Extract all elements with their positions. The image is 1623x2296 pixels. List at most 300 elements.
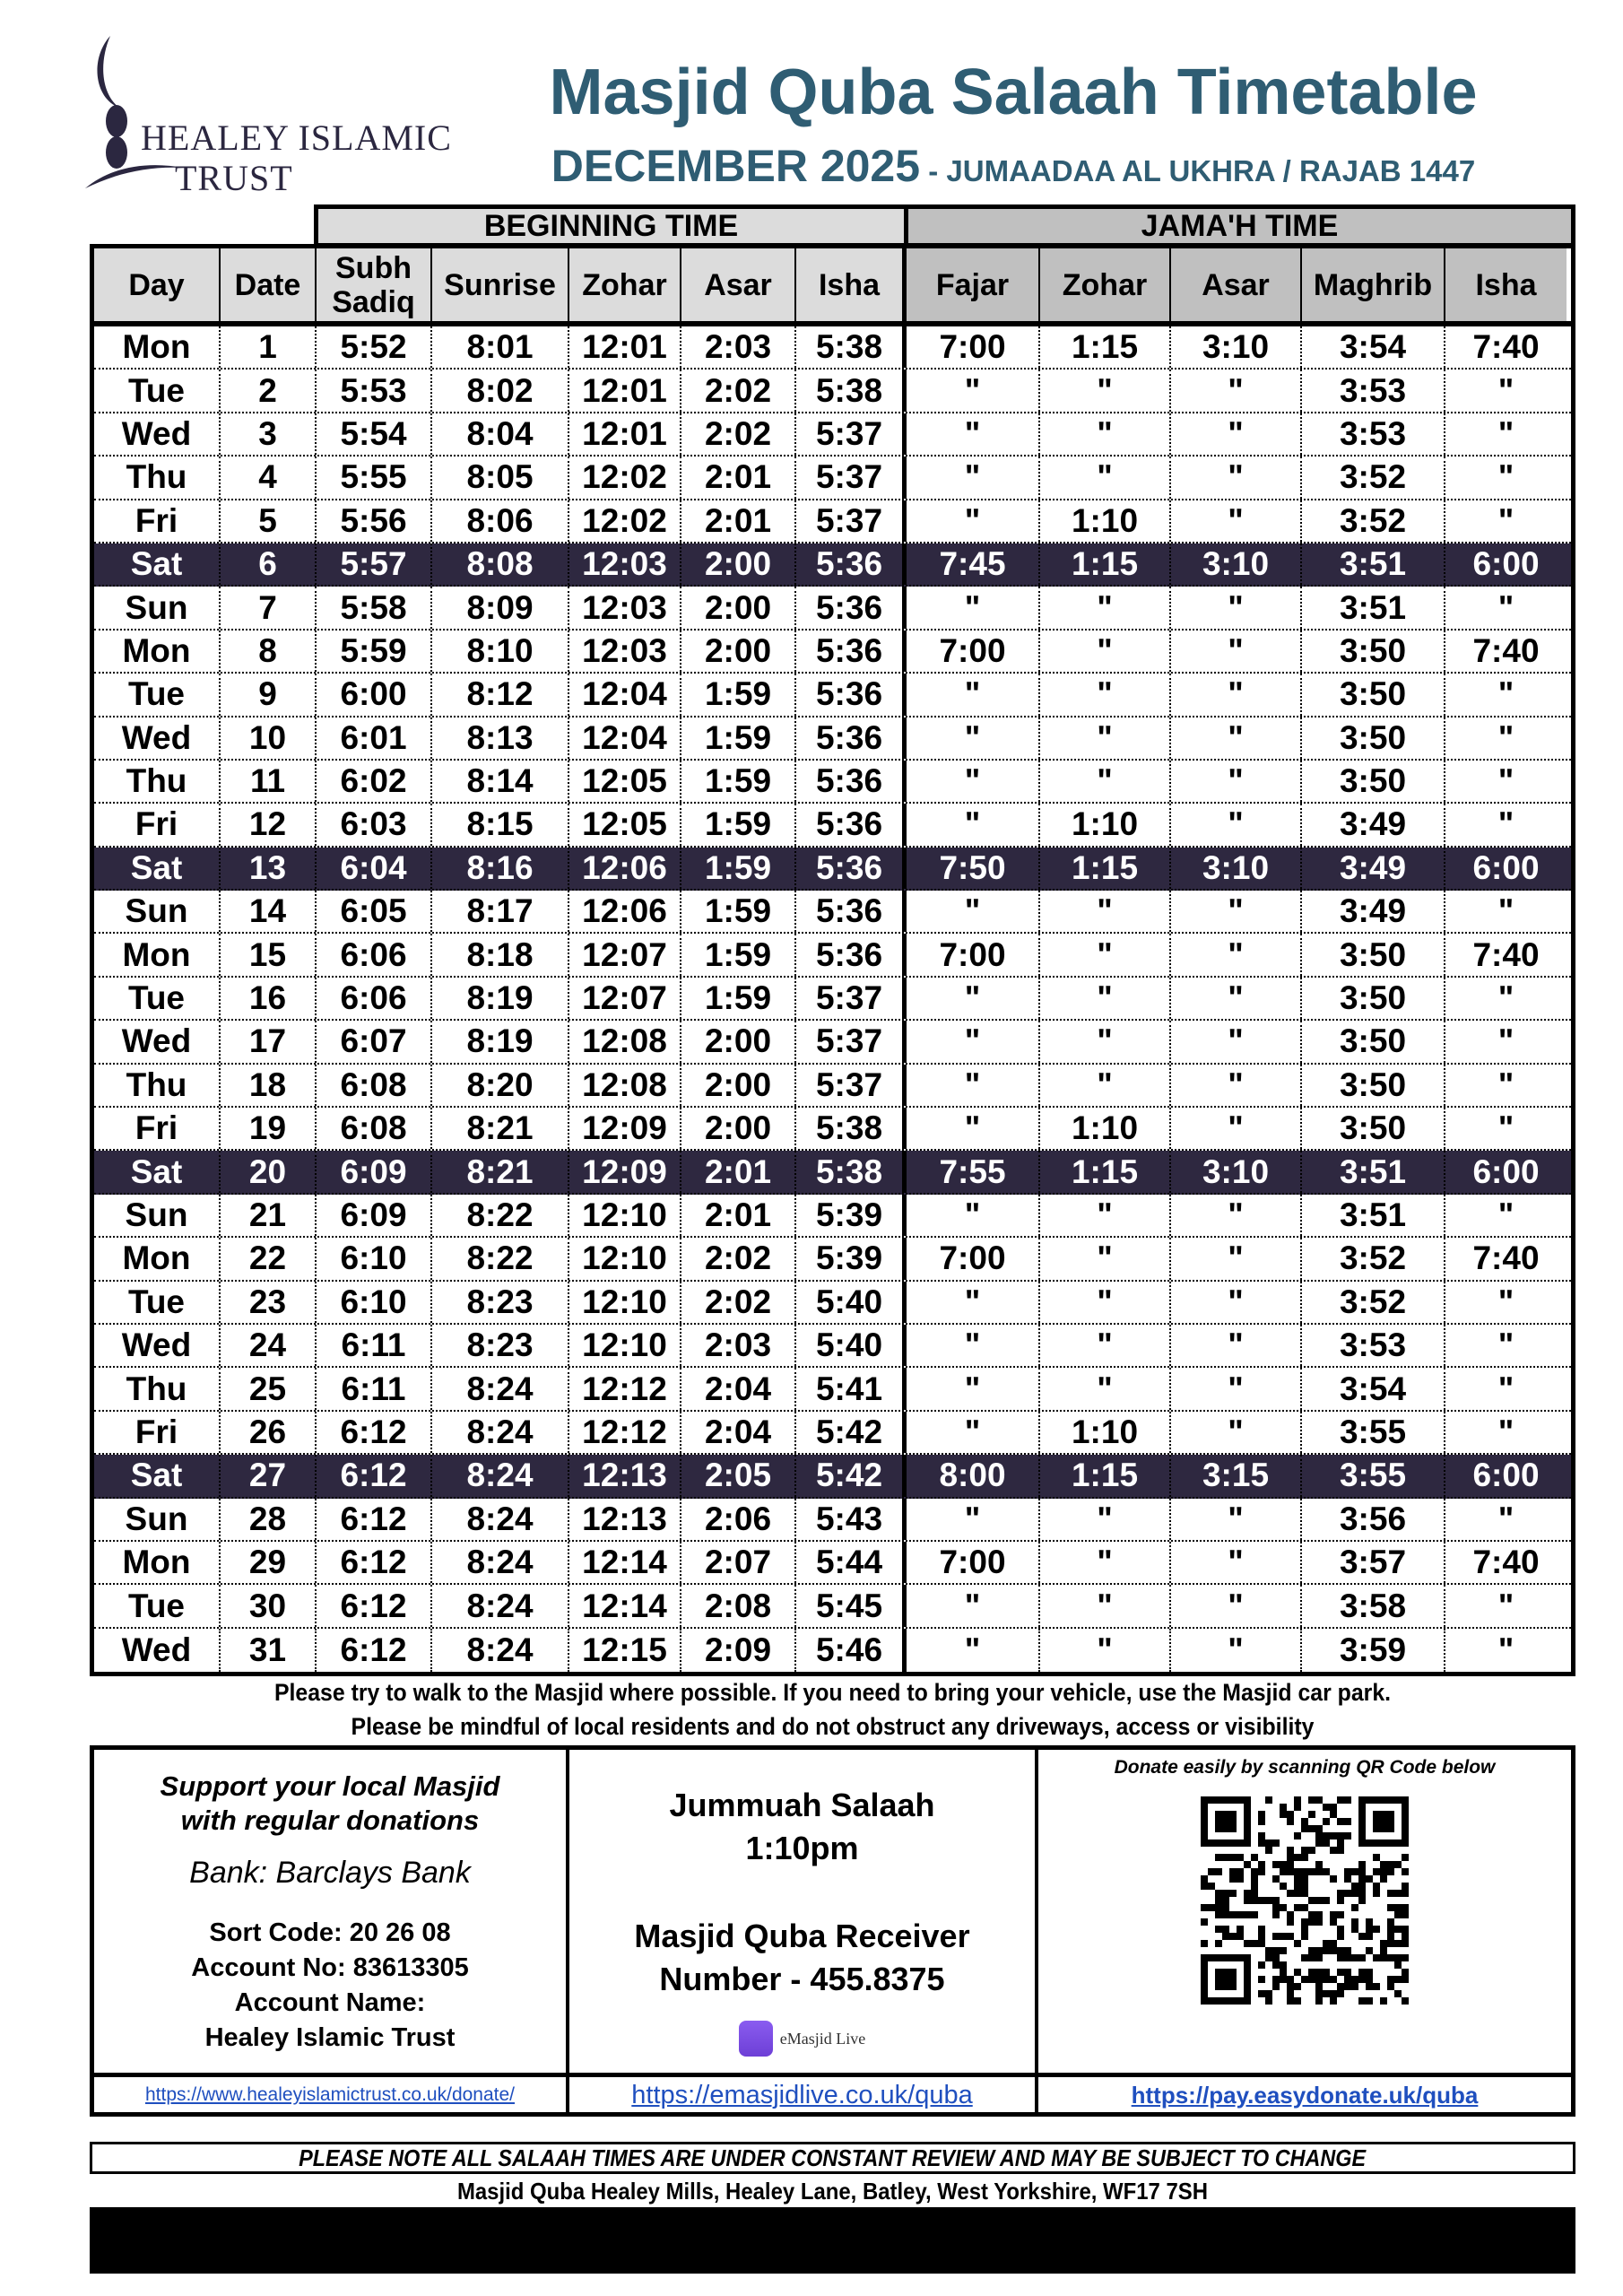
cell-zohar-begin: 12:12 <box>569 1412 681 1453</box>
cell-isha-jamah: 6:00 <box>1472 1152 1540 1190</box>
cell-asar-jamah: " <box>1171 804 1302 845</box>
cell-isha-begin: 5:45 <box>796 1585 907 1626</box>
cell-isha-begin: 5:37 <box>796 413 907 455</box>
column-header-isha-jamah: Isha <box>1445 248 1567 321</box>
cell-zohar-jamah: " <box>1040 1325 1171 1366</box>
cell-day: Sat <box>94 848 221 889</box>
cell-asar-begin: 2:03 <box>681 1325 796 1366</box>
table-row <box>94 1065 1571 1108</box>
logo-line-1: HEALEY ISLAMIC <box>141 117 452 158</box>
cell-isha-jamah: 6:00 <box>1472 545 1540 583</box>
cell-sunrise: 8:13 <box>432 718 569 759</box>
cell-isha-jamah: " <box>1497 979 1515 1017</box>
cell-subh-sadiq: 6:02 <box>317 761 432 802</box>
cell-date: 15 <box>221 934 317 975</box>
cell-subh-sadiq: 6:11 <box>317 1325 432 1366</box>
cell-zohar-begin: 12:07 <box>569 978 681 1019</box>
cell-zohar-jamah: " <box>1040 761 1171 802</box>
cell-date: 23 <box>221 1282 317 1323</box>
cell-zohar-begin: 12:06 <box>569 891 681 932</box>
cell-isha-jamah: " <box>1497 588 1515 626</box>
cell-subh-sadiq: 6:12 <box>317 1542 432 1583</box>
cell-fajar-jamah: " <box>907 1021 1040 1062</box>
cell-date: 24 <box>221 1325 317 1366</box>
cell-isha-jamah: " <box>1497 1631 1515 1668</box>
cell-sunrise: 8:24 <box>432 1412 569 1453</box>
cell-isha-begin: 5:37 <box>796 978 907 1019</box>
cell-day: Sun <box>94 891 221 932</box>
cell-date: 29 <box>221 1542 317 1583</box>
cell-isha-jamah: " <box>1497 414 1515 452</box>
cell-zohar-begin: 12:13 <box>569 1499 681 1540</box>
account-name: Healey Islamic Trust <box>204 2023 456 2052</box>
cell-day: Fri <box>94 500 221 542</box>
cell-asar-jamah: " <box>1171 1499 1302 1540</box>
page-title: Masjid Quba Salaah Timetable <box>549 57 1478 128</box>
cell-fajar-jamah: 7:00 <box>907 934 1040 975</box>
cell-subh-sadiq: 6:10 <box>317 1282 432 1323</box>
cell-day: Thu <box>94 1368 221 1409</box>
cell-isha-jamah: " <box>1497 762 1515 800</box>
cell-sunrise: 8:18 <box>432 934 569 975</box>
cell-subh-sadiq: 6:06 <box>317 934 432 975</box>
cell-sunrise: 8:16 <box>432 848 569 889</box>
cell-maghrib-jamah: 3:52 <box>1302 457 1445 498</box>
column-header-asar-jamah: Asar <box>1171 248 1302 321</box>
cell-isha-jamah: " <box>1497 1065 1515 1103</box>
cell-asar-begin: 2:01 <box>681 500 796 542</box>
cell-fajar-jamah: " <box>907 1629 1040 1672</box>
cell-subh-sadiq: 6:09 <box>317 1151 432 1192</box>
cell-subh-sadiq: 6:12 <box>317 1455 432 1496</box>
jamah-time-header: JAMA'H TIME <box>904 204 1575 246</box>
cell-zohar-jamah: " <box>1040 1021 1171 1062</box>
table-row <box>94 674 1571 717</box>
column-header-date: Date <box>221 248 317 321</box>
cell-zohar-begin: 12:10 <box>569 1282 681 1323</box>
cell-zohar-jamah: " <box>1040 1065 1171 1106</box>
cell-day: Thu <box>94 1065 221 1106</box>
cell-zohar-begin: 12:09 <box>569 1151 681 1192</box>
cell-asar-jamah: " <box>1171 1108 1302 1149</box>
cell-asar-begin: 1:59 <box>681 848 796 889</box>
cell-zohar-jamah: 1:15 <box>1040 1455 1171 1496</box>
cell-zohar-jamah: " <box>1040 1629 1171 1672</box>
cell-fajar-jamah: " <box>907 1368 1040 1409</box>
cell-sunrise: 8:22 <box>432 1238 569 1279</box>
cell-maghrib-jamah: 3:53 <box>1302 1325 1445 1366</box>
cell-zohar-begin: 12:02 <box>569 500 681 542</box>
column-header-asar-begin: Asar <box>681 248 796 321</box>
cell-sunrise: 8:15 <box>432 804 569 845</box>
cell-subh-sadiq: 6:07 <box>317 1021 432 1062</box>
cell-maghrib-jamah: 3:50 <box>1302 718 1445 759</box>
table-row <box>94 1542 1571 1585</box>
table-row <box>94 891 1571 934</box>
cell-isha-begin: 5:37 <box>796 1021 907 1062</box>
cell-date: 16 <box>221 978 317 1019</box>
cell-isha-begin: 5:40 <box>796 1325 907 1366</box>
cell-maghrib-jamah: 3:50 <box>1302 934 1445 975</box>
page-subtitle <box>430 140 1596 192</box>
cell-isha-jamah: " <box>1497 1370 1515 1407</box>
cell-subh-sadiq: 5:53 <box>317 370 432 411</box>
cell-fajar-jamah: 7:00 <box>907 1238 1040 1279</box>
cell-subh-sadiq: 6:12 <box>317 1499 432 1540</box>
cell-zohar-begin: 12:01 <box>569 370 681 411</box>
cell-date: 17 <box>221 1021 317 1062</box>
cell-asar-begin: 1:59 <box>681 978 796 1019</box>
cell-subh-sadiq: 6:12 <box>317 1629 432 1672</box>
cell-isha-begin: 5:39 <box>796 1195 907 1236</box>
cell-fajar-jamah: " <box>907 674 1040 715</box>
cell-asar-begin: 2:00 <box>681 544 796 585</box>
qr-caption: Donate easily by scanning QR Code below <box>1114 1757 1496 1778</box>
cell-zohar-begin: 12:03 <box>569 631 681 672</box>
cell-isha-begin: 5:38 <box>796 1108 907 1149</box>
cell-maghrib-jamah: 3:50 <box>1302 978 1445 1019</box>
cell-isha-jamah: " <box>1497 718 1515 756</box>
cell-sunrise: 8:05 <box>432 457 569 498</box>
cell-zohar-begin: 12:12 <box>569 1368 681 1409</box>
cell-asar-begin: 2:04 <box>681 1412 796 1453</box>
cell-zohar-jamah: " <box>1040 1368 1171 1409</box>
cell-isha-begin: 5:39 <box>796 1238 907 1279</box>
cell-subh-sadiq: 5:58 <box>317 587 432 628</box>
cell-zohar-jamah: 1:15 <box>1040 848 1171 889</box>
table-row <box>94 1585 1571 1628</box>
cell-sunrise: 8:24 <box>432 1629 569 1672</box>
cell-date: 13 <box>221 848 317 889</box>
column-header-fajar-jamah: Fajar <box>907 248 1040 321</box>
table-row <box>94 1325 1571 1368</box>
cell-zohar-jamah: " <box>1040 587 1171 628</box>
review-notice: PLEASE NOTE ALL SALAAH TIMES ARE UNDER CONSTANT REVIEW AND MAY BE SUBJECT TO CHANGE <box>299 2144 1367 2171</box>
cell-date: 11 <box>221 761 317 802</box>
cell-asar-jamah: " <box>1171 1238 1302 1279</box>
cell-date: 3 <box>221 413 317 455</box>
cell-asar-begin: 2:05 <box>681 1455 796 1496</box>
cell-asar-begin: 2:03 <box>681 326 796 368</box>
cell-zohar-jamah: 1:15 <box>1040 326 1171 368</box>
cell-fajar-jamah: 7:45 <box>907 544 1040 585</box>
cell-maghrib-jamah: 3:58 <box>1302 1585 1445 1626</box>
table-row <box>94 1629 1571 1672</box>
cell-date: 5 <box>221 500 317 542</box>
cell-fajar-jamah: " <box>907 1195 1040 1236</box>
cell-isha-begin: 5:36 <box>796 631 907 672</box>
cell-isha-begin: 5:38 <box>796 326 907 368</box>
easydonate-link-cell <box>1038 2073 1571 2113</box>
cell-zohar-begin: 12:03 <box>569 587 681 628</box>
cell-day: Wed <box>94 1021 221 1062</box>
cell-asar-begin: 1:59 <box>681 674 796 715</box>
cell-date: 21 <box>221 1195 317 1236</box>
emasjid-link-cell <box>569 2073 1038 2113</box>
info-box <box>90 1745 1575 2117</box>
cell-zohar-begin: 12:13 <box>569 1455 681 1496</box>
jummuah-time: 1:10pm <box>745 1830 859 1866</box>
cell-zohar-jamah: 1:15 <box>1040 1151 1171 1192</box>
cell-maghrib-jamah: 3:51 <box>1302 1195 1445 1236</box>
cell-zohar-jamah: " <box>1040 978 1171 1019</box>
bank-name: Bank: Barclays Bank <box>189 1856 471 1890</box>
cell-isha-jamah: 6:00 <box>1472 848 1540 886</box>
cell-maghrib-jamah: 3:50 <box>1302 674 1445 715</box>
easydonate-link[interactable]: https://pay.easydonate.uk/quba <box>1131 2081 1479 2109</box>
cell-fajar-jamah: " <box>907 1065 1040 1106</box>
cell-asar-jamah: " <box>1171 674 1302 715</box>
cell-zohar-jamah: " <box>1040 718 1171 759</box>
cell-asar-begin: 2:02 <box>681 413 796 455</box>
cell-isha-begin: 5:41 <box>796 1368 907 1409</box>
cell-isha-jamah: 7:40 <box>1472 1239 1540 1277</box>
parking-note: Please try to walk to the Masjid where possible. If you need to bring your vehicle, use the Masjid car park. <box>273 1679 1392 1706</box>
table-row <box>94 413 1571 457</box>
cell-zohar-begin: 12:01 <box>569 413 681 455</box>
cell-subh-sadiq: 6:05 <box>317 891 432 932</box>
cell-zohar-begin: 12:07 <box>569 934 681 975</box>
cell-isha-begin: 5:42 <box>796 1412 907 1453</box>
table-row <box>94 457 1571 500</box>
qr-panel <box>1038 1750 1571 2073</box>
subtitle-separator: - <box>920 154 947 187</box>
cell-zohar-begin: 12:05 <box>569 761 681 802</box>
table-row <box>94 1368 1571 1411</box>
cell-maghrib-jamah: 3:49 <box>1302 891 1445 932</box>
masjid-address: Masjid Quba Healey Mills, Healey Lane, Batley, West Yorkshire, WF17 7SH <box>456 2178 1209 2205</box>
cell-asar-jamah: " <box>1171 500 1302 542</box>
cell-date: 8 <box>221 631 317 672</box>
cell-day: Sat <box>94 1455 221 1496</box>
cell-maghrib-jamah: 3:56 <box>1302 1499 1445 1540</box>
table-row <box>94 631 1571 674</box>
column-header-sunrise: Sunrise <box>432 248 569 321</box>
cell-day: Tue <box>94 674 221 715</box>
cell-isha-jamah: 7:40 <box>1472 1544 1540 1581</box>
cell-maghrib-jamah: 3:53 <box>1302 413 1445 455</box>
table-row <box>94 326 1571 370</box>
cell-zohar-jamah: " <box>1040 674 1171 715</box>
cell-asar-jamah: 3:10 <box>1171 848 1302 889</box>
cell-day: Sat <box>94 1151 221 1192</box>
cell-sunrise: 8:20 <box>432 1065 569 1106</box>
cell-zohar-jamah: 1:10 <box>1040 1412 1171 1453</box>
cell-isha-begin: 5:36 <box>796 718 907 759</box>
cell-zohar-begin: 12:03 <box>569 544 681 585</box>
table-row <box>94 544 1571 587</box>
cell-sunrise: 8:10 <box>432 631 569 672</box>
cell-subh-sadiq: 6:01 <box>317 718 432 759</box>
cell-isha-jamah: 6:00 <box>1472 1457 1540 1494</box>
cell-asar-jamah: 3:10 <box>1171 1151 1302 1192</box>
table-row <box>94 1412 1571 1455</box>
cell-isha-jamah: " <box>1497 1500 1515 1537</box>
cell-day: Sat <box>94 544 221 585</box>
cell-sunrise: 8:09 <box>432 587 569 628</box>
cell-subh-sadiq: 5:54 <box>317 413 432 455</box>
cell-zohar-begin: 12:08 <box>569 1021 681 1062</box>
cell-isha-begin: 5:36 <box>796 587 907 628</box>
emasjid-icon <box>739 2021 773 2057</box>
cell-zohar-begin: 12:01 <box>569 326 681 368</box>
cell-asar-jamah: " <box>1171 413 1302 455</box>
cell-sunrise: 8:24 <box>432 1499 569 1540</box>
cell-zohar-jamah: " <box>1040 457 1171 498</box>
emasjid-link[interactable]: https://emasjidlive.co.uk/quba <box>631 2080 973 2109</box>
cell-zohar-begin: 12:02 <box>569 457 681 498</box>
cell-asar-jamah: " <box>1171 1195 1302 1236</box>
cell-sunrise: 8:21 <box>432 1108 569 1149</box>
receiver-label: Masjid Quba Receiver <box>634 1918 970 1954</box>
cell-zohar-begin: 12:05 <box>569 804 681 845</box>
cell-asar-jamah: " <box>1171 978 1302 1019</box>
qr-code[interactable] <box>1201 1796 1409 2005</box>
cell-fajar-jamah: " <box>907 761 1040 802</box>
beginning-time-header: BEGINNING TIME <box>314 204 906 246</box>
cell-zohar-begin: 12:04 <box>569 674 681 715</box>
cell-zohar-jamah: 1:10 <box>1040 1108 1171 1149</box>
cell-sunrise: 8:17 <box>432 891 569 932</box>
cell-day: Tue <box>94 978 221 1019</box>
jummuah-title: Jummuah Salaah <box>669 1787 935 1823</box>
cell-isha-begin: 5:36 <box>796 934 907 975</box>
cell-asar-begin: 2:01 <box>681 1151 796 1192</box>
cell-isha-jamah: " <box>1497 1196 1515 1233</box>
cell-isha-begin: 5:36 <box>796 804 907 845</box>
cell-subh-sadiq: 6:04 <box>317 848 432 889</box>
cell-asar-jamah: 3:10 <box>1171 544 1302 585</box>
cell-asar-begin: 1:59 <box>681 761 796 802</box>
cell-maghrib-jamah: 3:50 <box>1302 631 1445 672</box>
donate-link[interactable]: https://www.healeyislamictrust.co.uk/donate/ <box>144 2084 516 2105</box>
cell-maghrib-jamah: 3:50 <box>1302 1021 1445 1062</box>
cell-isha-begin: 5:40 <box>796 1282 907 1323</box>
cell-fajar-jamah: " <box>907 1499 1040 1540</box>
donations-heading-2: with regular donations <box>180 1805 480 1836</box>
cell-fajar-jamah: " <box>907 718 1040 759</box>
sort-code: Sort Code: 20 26 08 <box>209 1918 451 1947</box>
cell-zohar-begin: 12:10 <box>569 1238 681 1279</box>
cell-asar-begin: 2:00 <box>681 1065 796 1106</box>
cell-subh-sadiq: 6:11 <box>317 1368 432 1409</box>
table-row <box>94 804 1571 847</box>
cell-isha-jamah: " <box>1497 1109 1515 1147</box>
cell-maghrib-jamah: 3:55 <box>1302 1412 1445 1453</box>
cell-asar-begin: 2:02 <box>681 370 796 411</box>
cell-asar-begin: 1:59 <box>681 891 796 932</box>
cell-zohar-jamah: " <box>1040 1499 1171 1540</box>
cell-subh-sadiq: 5:57 <box>317 544 432 585</box>
cell-zohar-jamah: " <box>1040 413 1171 455</box>
cell-isha-begin: 5:36 <box>796 761 907 802</box>
table-row <box>94 1282 1571 1325</box>
cell-asar-jamah: " <box>1171 718 1302 759</box>
cell-maghrib-jamah: 3:52 <box>1302 1282 1445 1323</box>
cell-zohar-begin: 12:14 <box>569 1542 681 1583</box>
cell-sunrise: 8:23 <box>432 1325 569 1366</box>
cell-subh-sadiq: 6:09 <box>317 1195 432 1236</box>
table-row <box>94 587 1571 630</box>
cell-isha-begin: 5:36 <box>796 891 907 932</box>
cell-sunrise: 8:01 <box>432 326 569 368</box>
review-notice-box <box>90 2142 1575 2174</box>
month-label: DECEMBER 2025 <box>551 141 921 191</box>
cell-fajar-jamah: " <box>907 1108 1040 1149</box>
cell-date: 9 <box>221 674 317 715</box>
cell-asar-jamah: " <box>1171 1585 1302 1626</box>
cell-maghrib-jamah: 3:53 <box>1302 370 1445 411</box>
cell-date: 1 <box>221 326 317 368</box>
cell-subh-sadiq: 6:12 <box>317 1585 432 1626</box>
cell-isha-begin: 5:38 <box>796 1151 907 1192</box>
cell-isha-jamah: " <box>1497 675 1515 713</box>
cell-sunrise: 8:24 <box>432 1585 569 1626</box>
cell-day: Tue <box>94 370 221 411</box>
cell-date: 6 <box>221 544 317 585</box>
cell-asar-begin: 2:01 <box>681 1195 796 1236</box>
cell-asar-jamah: " <box>1171 1368 1302 1409</box>
cell-asar-jamah: " <box>1171 631 1302 672</box>
cell-maghrib-jamah: 3:49 <box>1302 848 1445 889</box>
cell-asar-begin: 2:01 <box>681 457 796 498</box>
cell-isha-begin: 5:36 <box>796 848 907 889</box>
table-row <box>94 978 1571 1021</box>
cell-sunrise: 8:24 <box>432 1542 569 1583</box>
cell-isha-jamah: " <box>1497 458 1515 496</box>
cell-maghrib-jamah: 3:51 <box>1302 544 1445 585</box>
cell-day: Sun <box>94 587 221 628</box>
cell-zohar-jamah: " <box>1040 1585 1171 1626</box>
cell-maghrib-jamah: 3:50 <box>1302 761 1445 802</box>
table-row <box>94 848 1571 891</box>
cell-sunrise: 8:06 <box>432 500 569 542</box>
cell-day: Mon <box>94 934 221 975</box>
cell-maghrib-jamah: 3:49 <box>1302 804 1445 845</box>
cell-day: Mon <box>94 326 221 368</box>
cell-subh-sadiq: 6:06 <box>317 978 432 1019</box>
account-name-label: Account Name: <box>234 1988 426 2017</box>
cell-subh-sadiq: 6:12 <box>317 1412 432 1453</box>
cell-zohar-begin: 12:10 <box>569 1325 681 1366</box>
cell-fajar-jamah: " <box>907 587 1040 628</box>
cell-maghrib-jamah: 3:52 <box>1302 1238 1445 1279</box>
cell-day: Fri <box>94 804 221 845</box>
cell-fajar-jamah: " <box>907 1325 1040 1366</box>
cell-fajar-jamah: " <box>907 978 1040 1019</box>
cell-date: 4 <box>221 457 317 498</box>
cell-day: Thu <box>94 761 221 802</box>
cell-day: Fri <box>94 1108 221 1149</box>
cell-asar-jamah: 3:15 <box>1171 1455 1302 1496</box>
cell-asar-jamah: " <box>1171 1412 1302 1453</box>
cell-subh-sadiq: 5:55 <box>317 457 432 498</box>
emasjid-logo <box>569 2021 1035 2057</box>
column-header-day: Day <box>94 248 221 321</box>
cell-asar-begin: 1:59 <box>681 718 796 759</box>
cell-fajar-jamah: 7:00 <box>907 1542 1040 1583</box>
cell-zohar-begin: 12:06 <box>569 848 681 889</box>
cell-sunrise: 8:14 <box>432 761 569 802</box>
cell-zohar-begin: 12:14 <box>569 1585 681 1626</box>
cell-maghrib-jamah: 3:50 <box>1302 1108 1445 1149</box>
cell-zohar-begin: 12:04 <box>569 718 681 759</box>
cell-day: Wed <box>94 413 221 455</box>
cell-maghrib-jamah: 3:51 <box>1302 1151 1445 1192</box>
logo-line-2: TRUST <box>175 158 293 198</box>
cell-asar-jamah: " <box>1171 1629 1302 1672</box>
cell-date: 10 <box>221 718 317 759</box>
